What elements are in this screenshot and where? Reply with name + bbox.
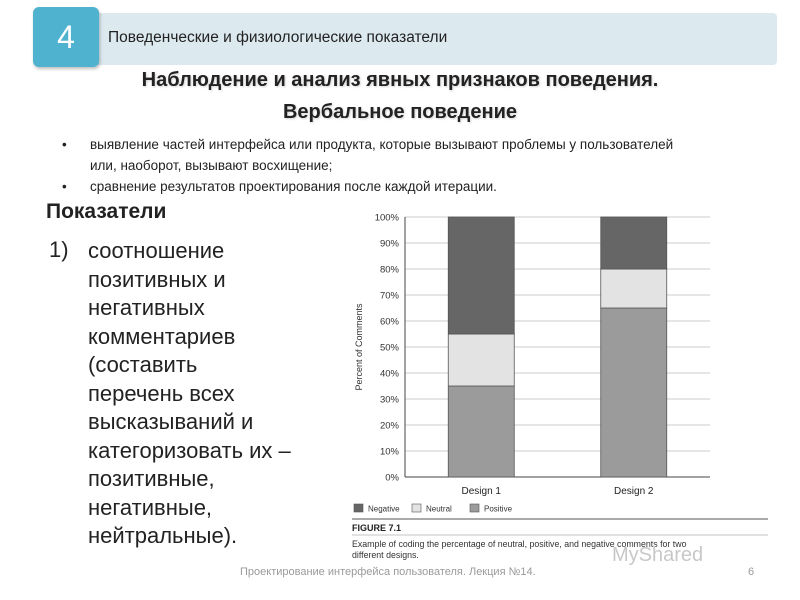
caption-line: Example of coding the percentage of neutral, positive, and negative comments for two <box>352 539 687 549</box>
legend-swatch <box>354 504 363 512</box>
x-tick-label: Design 1 <box>461 486 501 497</box>
indicators-heading: Показатели <box>46 200 167 223</box>
page-number: 6 <box>748 566 755 578</box>
y-tick-label: 80% <box>379 264 399 276</box>
y-tick-label: 70% <box>379 290 399 302</box>
bullet-marker: • <box>62 179 67 194</box>
bar-segment-negative <box>448 217 514 334</box>
indicator-text: соотношение позитивных и негативных комментариев (составить перечень всех высказываний и категоризовать их – позитивные, негативные, нейтральные). <box>88 238 291 548</box>
legend-label: Neutral <box>426 504 452 514</box>
caption-line: different designs. <box>352 550 419 560</box>
y-tick-label: 30% <box>379 394 399 406</box>
y-tick-label: 60% <box>379 316 399 328</box>
y-axis-label: Percent of Comments <box>354 303 364 391</box>
bullet-text: выявление частей интерфейса или продукта, которые вызывают проблемы у пользователей или, наоборот, вызывают восхищение; <box>90 137 674 173</box>
chart-figure <box>340 205 780 560</box>
y-tick-label: 10% <box>379 446 399 458</box>
watermark: MyShared <box>612 544 704 566</box>
bullet-text: сравнение результатов проектирования после каждой итерации. <box>90 179 497 194</box>
footer-text: Проектирование интерфейса пользователя. Лекция №14. <box>240 566 536 578</box>
section-number-badge: 4 <box>33 7 99 67</box>
y-tick-label: 20% <box>379 420 399 432</box>
legend-swatch <box>470 504 479 512</box>
bar-segment-neutral <box>601 269 667 308</box>
bar-segment-negative <box>601 217 667 269</box>
stacked-bar-chart <box>340 205 780 560</box>
y-tick-label: 0% <box>385 472 399 484</box>
bullet-list <box>62 134 702 197</box>
y-tick-label: 40% <box>379 368 399 380</box>
slide-title-line1: Наблюдение и анализ явных признаков поведения. <box>141 69 659 91</box>
bar-segment-neutral <box>448 334 514 386</box>
indicator-number: 1) <box>49 237 69 262</box>
bullet-item <box>62 176 702 197</box>
y-tick-label: 90% <box>379 238 399 250</box>
legend-label: Negative <box>368 504 400 514</box>
y-tick-label: 50% <box>379 342 399 354</box>
y-tick-label: 100% <box>374 212 399 224</box>
figure-label: FIGURE 7.1 <box>352 523 402 533</box>
header-title: Поведенческие и физиологические показатели <box>108 29 448 46</box>
bullet-item <box>62 134 702 176</box>
bar-segment-positive <box>601 308 667 477</box>
bar-segment-positive <box>448 386 514 477</box>
bullet-marker: • <box>62 137 67 152</box>
legend-label: Positive <box>484 504 513 514</box>
slide-title-line2: Вербальное поведение <box>282 101 517 123</box>
legend-swatch <box>412 504 421 512</box>
x-tick-label: Design 2 <box>614 486 654 497</box>
